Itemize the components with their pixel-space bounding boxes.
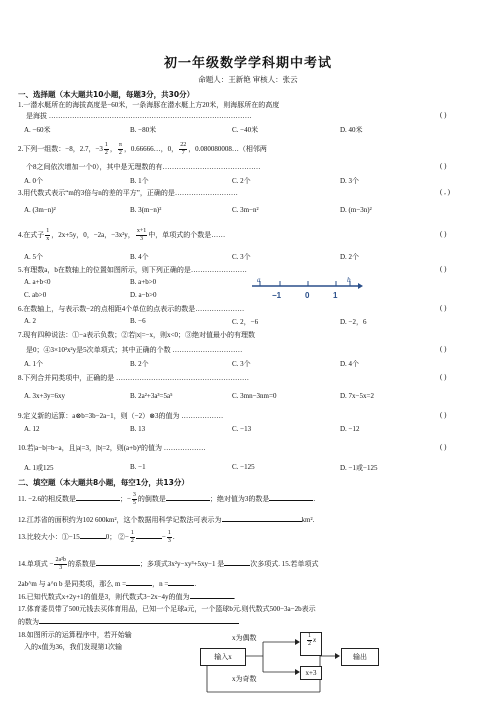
q6-answer-paren: ( ) bbox=[440, 304, 447, 312]
q1-option-c: C. −40米 bbox=[232, 126, 259, 134]
q6-option-b: B. −6 bbox=[130, 317, 146, 325]
answer-blank[interactable] bbox=[222, 514, 302, 522]
q5-option-c: C. ab>0 bbox=[24, 291, 47, 299]
q1-line2: 是海拔 …………………………………………………………………………… bbox=[26, 112, 252, 120]
answer-blank[interactable] bbox=[224, 558, 250, 566]
q1-option-d: D. 40米 bbox=[340, 126, 363, 134]
q10-answer-paren: ( ) bbox=[440, 443, 447, 451]
q10-option-d: D. −1或−125 bbox=[340, 464, 378, 472]
q8-option-c: C. 3mn−3nm=0 bbox=[232, 392, 277, 400]
answer-blank[interactable] bbox=[190, 591, 234, 599]
q5-answer-paren: ( ) bbox=[440, 265, 447, 273]
q14-line1: 14.单项式 − $\frac{\text{2a²b}}{3}$ 的系数是 ；多项式3x²y−xy³+5xy−1 是 次多项式. 15.若单项式 bbox=[18, 557, 319, 571]
q10-option-b: B. −1 bbox=[130, 463, 146, 471]
fraction: $\frac{3}{5}$ bbox=[132, 492, 136, 506]
fraction: $\frac{1}{x}$ bbox=[46, 228, 50, 242]
flow-input-box: 输入x bbox=[200, 648, 246, 666]
q8-option-b: B. 2a²+3a³=5a⁵ bbox=[130, 392, 173, 400]
q7-option-c: C. 3个 bbox=[232, 360, 251, 368]
flow-op-plus3-box: x+3 bbox=[300, 666, 322, 680]
q2-line1: 2.下列一组数：−8，2.7，−3 $\frac{1}{2}$ ， $\frac{\pi}{2}$ ，0.66666…，0， $\frac{22}{7}$ ，0.080080008…（相邻两 bbox=[18, 142, 267, 156]
q7-option-a: A. 1个 bbox=[24, 360, 44, 368]
page-title: 初一年级数学学科期中考试 bbox=[163, 56, 332, 71]
q1-line1: 1.一潜水艇所在的海拔高度是−60米，一条海豚在潜水艇上方20米，则海豚所在的高度 bbox=[18, 101, 280, 109]
q4-option-b: B. 4个 bbox=[130, 253, 149, 261]
q5-line1: 5.有理数a，b在数轴上的位置如图所示，则下列正确的是…………………… bbox=[18, 266, 247, 274]
q9-option-d: D. −12 bbox=[340, 425, 360, 433]
q2-option-b: B. 1个 bbox=[130, 177, 149, 185]
q18-line2: 入的x值为36，我们发现第1次输 bbox=[24, 643, 122, 651]
q8-line1: 8.下列合并同类项中，正确的是 ………………………………………………… bbox=[18, 374, 249, 382]
q3-option-b: B. 3(m−n)² bbox=[130, 206, 162, 214]
answer-blank[interactable] bbox=[168, 578, 194, 586]
q2-option-d: D. 3个 bbox=[340, 177, 360, 185]
answer-blank[interactable] bbox=[126, 578, 152, 586]
fraction: $\frac{x+1}{3}$ bbox=[136, 228, 147, 242]
arrow-right-icon bbox=[335, 653, 340, 659]
label-minus-one: −1 bbox=[272, 291, 282, 300]
q2-option-c: C. 2个 bbox=[232, 177, 251, 185]
label-a: a bbox=[257, 276, 261, 284]
q7-line1: 7.现有四种说法：①−a表示负数；②若|x|=−x，则x<0；③绝对值最小的有理数 bbox=[18, 331, 255, 339]
q4-option-c: C. 3个 bbox=[232, 253, 251, 261]
fraction: $\frac{\pi}{2}$ bbox=[118, 142, 122, 156]
q5-option-b: B. a+b>0 bbox=[130, 278, 157, 286]
fraction: $\frac{\text{2a²b}}{3}$ bbox=[55, 557, 66, 571]
answer-blank[interactable] bbox=[166, 493, 210, 501]
fraction: $\frac{1}{2}$ bbox=[307, 633, 311, 647]
q6-option-a: A. 2 bbox=[24, 317, 37, 325]
q7-option-b: B. 2个 bbox=[130, 360, 149, 368]
q5-option-a: A. a+b<0 bbox=[24, 278, 51, 286]
flowchart-lines bbox=[195, 630, 395, 702]
label-b: b bbox=[347, 276, 351, 284]
q9-option-c: C. −13 bbox=[232, 425, 252, 433]
q9-option-a: A. 12 bbox=[24, 425, 40, 433]
q6-option-c: C. 2，−6 bbox=[232, 318, 259, 326]
q7-line2: 是0；④3×10²x²y是5次单项式；其中正确的个数 ………………………… bbox=[26, 346, 243, 354]
q8-answer-paren: ( ) bbox=[440, 373, 447, 381]
authors-line: 命题人：王新艳 审核人：张云 bbox=[198, 75, 298, 84]
q11-line1: 11. −2.6的相反数是 ；− $\frac{3}{5}$ 的倒数是 ；绝对值为3的数是 . bbox=[18, 492, 316, 506]
q15-line1: 2ab^m 与 a^n b 是同类项，那么 m = ，n = . bbox=[18, 580, 197, 588]
q1-option-a: A. −60米 bbox=[24, 126, 51, 134]
fraction: $\frac{1}{2}$ bbox=[130, 530, 134, 544]
q4-option-a: A. 5个 bbox=[24, 253, 44, 261]
flow-even-label: x为偶数 bbox=[232, 634, 257, 642]
q2-answer-paren: ( ) bbox=[440, 162, 447, 170]
q18-line1: 18.如图所示的运算程序中，若开始输 bbox=[18, 631, 132, 639]
q4-option-d: D. 2个 bbox=[340, 253, 360, 261]
q17-line1: 17.体育委员带了500元钱去买体育用品，已知一个足球a元，一个篮球b元.则代数式500−3a−2b表示 bbox=[18, 605, 316, 613]
answer-blank[interactable] bbox=[96, 558, 140, 566]
q2-line2: 个8之间依次增加一个0），其中是无理数的有…………………………………… bbox=[26, 163, 261, 171]
answer-blank[interactable] bbox=[80, 531, 106, 539]
q2-option-a: A. 0个 bbox=[24, 177, 44, 185]
q8-option-d: D. 7x−5x=2 bbox=[340, 392, 374, 400]
q3-option-c: C. 3m−n² bbox=[232, 206, 259, 214]
q1-option-b: B. −80米 bbox=[130, 126, 157, 134]
fraction: $\frac{22}{7}$ bbox=[180, 142, 187, 156]
q9-option-b: B. 13 bbox=[130, 425, 146, 433]
q10-line1: 10.若|a−b|=b−a，且|a|=3，|b|=2，则(a+b)³的值为 ……………… bbox=[18, 444, 206, 452]
fraction: $\frac{1}{2}$ bbox=[104, 142, 108, 156]
answer-blank[interactable] bbox=[136, 531, 162, 539]
q12-line1: 12.江苏省的面积约为102 600km²，这个数据用科学记数法可表示为 km². bbox=[18, 516, 315, 524]
fraction: $\frac{1}{3}$ bbox=[167, 530, 171, 544]
q3-line1: 3.用代数式表示“m的3倍与n的差的平方”，正确的是……………………… bbox=[18, 189, 238, 197]
q6-line1: 6.在数轴上，与表示数−2的点相距4个单位的点表示的数是………………… bbox=[18, 305, 245, 313]
flow-op-half-box: $\frac{1}{2}$ x bbox=[300, 632, 322, 656]
q13-line1: 13.比较大小：①−15 0； ②− $\frac{1}{2}$ − $\frac{1}{3}$ . bbox=[18, 530, 175, 544]
q17-line2: 的数为 bbox=[18, 616, 488, 627]
q5-option-d: D. a−b>0 bbox=[130, 291, 157, 299]
arrow-right-icon bbox=[358, 283, 363, 289]
answer-blank[interactable] bbox=[39, 616, 239, 624]
q4-line1: 4.在式子 $\frac{1}{x}$ ，2x+5y，0，−2a，−3x²y， $\frac{x+1}{3}$ 中，单项式的个数是…… bbox=[18, 228, 226, 242]
section-fill-heading: 二、填空题（本大题共8小题，每空1分，共13分） bbox=[18, 478, 189, 487]
flow-odd-label: x为奇数 bbox=[232, 675, 257, 683]
flow-output-box: 输出 bbox=[341, 648, 379, 666]
q6-option-d: D. −2，6 bbox=[340, 318, 367, 326]
q3-answer-paren: ( , ) bbox=[440, 188, 450, 196]
q9-answer-paren: ( ) bbox=[440, 411, 447, 419]
number-line-figure bbox=[250, 276, 364, 304]
section-choice-heading: 一、选择题（本大题共10小题，每题3分，共30分） bbox=[18, 90, 195, 99]
label-one: 1 bbox=[333, 291, 338, 300]
q9-line1: 9.定义新的运算：a⊗b=3b−2a−1，则（−2）⊗3的值为 ……………… bbox=[18, 412, 224, 420]
q3-option-a: A. (3m−n)² bbox=[24, 206, 56, 214]
q4-answer-paren: ( ) bbox=[440, 230, 447, 238]
q8-option-a: A. 3x+3y=6xy bbox=[24, 392, 65, 400]
q16-line1: 16.已知代数式x+2y+1的值是3，则代数式3−2x−4y的值为 . bbox=[18, 593, 236, 601]
q10-option-c: C. −125 bbox=[232, 463, 255, 471]
q7-answer-paren: ( ) bbox=[440, 345, 447, 353]
label-zero: 0 bbox=[305, 291, 310, 300]
q3-option-d: D. (m−3n)² bbox=[340, 206, 372, 214]
q1-answer-paren: ( ) bbox=[440, 111, 447, 119]
q7-option-d: D. 4个 bbox=[340, 360, 360, 368]
answer-blank[interactable] bbox=[269, 493, 313, 501]
answer-blank[interactable] bbox=[76, 493, 120, 501]
q10-option-a: A. 1或125 bbox=[24, 464, 54, 472]
